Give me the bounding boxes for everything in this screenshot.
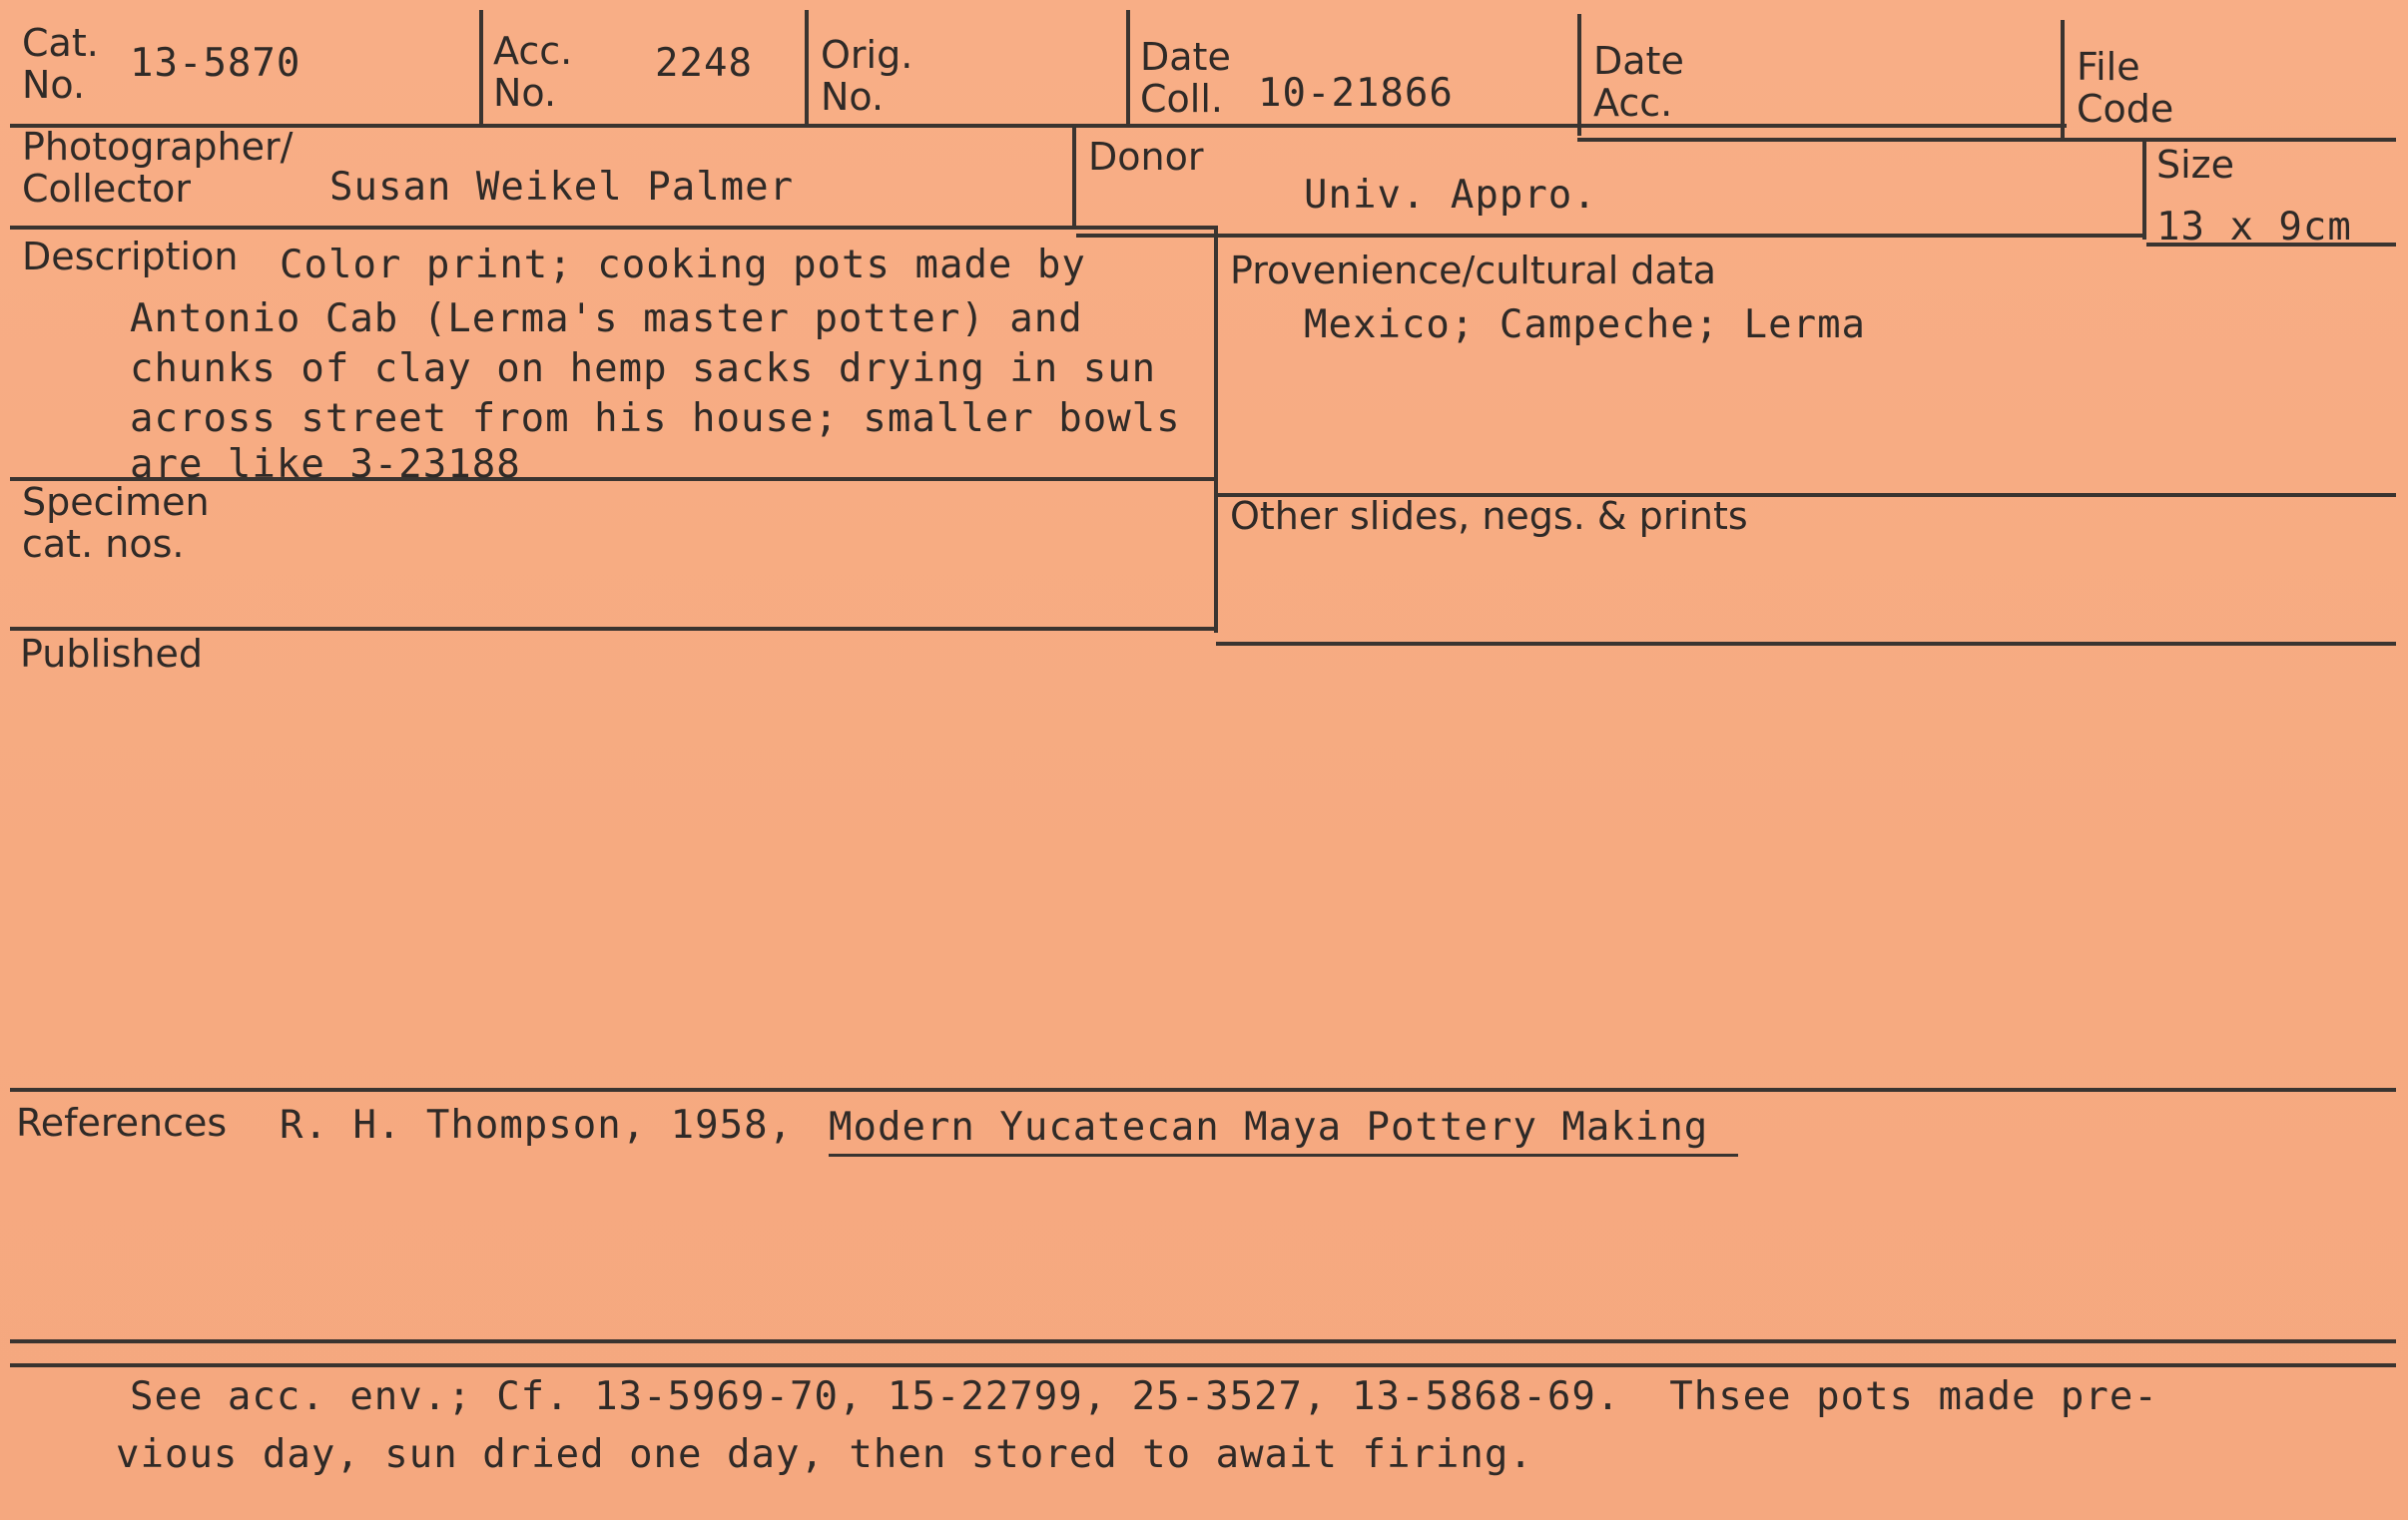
rule-cat-acc-divider	[479, 10, 483, 124]
file-code-label: File Code	[2077, 45, 2174, 131]
rule-acc-orig-divider	[805, 10, 809, 124]
size-label: Size	[2156, 143, 2235, 187]
rule-row2-bottom-left	[10, 226, 1218, 230]
description-line: are like 3-23188	[130, 442, 521, 487]
date-acc-label: Date Acc.	[1593, 39, 1684, 125]
references-citation: R. H. Thompson, 1958,	[280, 1103, 794, 1148]
rule-other-slides-bottom	[1216, 642, 2396, 646]
donor-label: Donor	[1088, 135, 1204, 179]
description-line: across street from his house; smaller bowls	[130, 396, 1181, 441]
date-coll-label: Date Coll.	[1140, 35, 1231, 121]
date-coll-value: 10-21866	[1258, 71, 1454, 116]
description-line: Color print; cooking pots made by	[280, 243, 1086, 287]
rule-specimen-bottom	[10, 627, 1218, 631]
cat-no-label: Cat. No.	[22, 21, 99, 107]
rule-dateacc-file-divider	[2061, 20, 2065, 140]
specimen-cat-nos-label: Specimen cat. nos.	[22, 480, 210, 566]
photographer-collector-label: Photographer/ Collector	[22, 125, 294, 211]
donor-value: Univ. Appro.	[1304, 173, 1597, 218]
rule-published-bottom	[10, 1088, 2396, 1092]
rule-orig-date-divider	[1126, 10, 1130, 124]
rule-photographer-donor-divider	[1072, 128, 1076, 228]
references-label: References	[16, 1101, 228, 1145]
provenience-value: Mexico; Campeche; Lerma	[1304, 302, 1867, 347]
size-value: 13 x 9cm	[2156, 205, 2352, 250]
notes-line: See acc. env.; Cf. 13-5969-70, 15-22799, 25-3527, 13-5868-69. Thsee pots made pre-	[130, 1374, 2158, 1419]
references-title: Modern Yucatecan Maya Pottery Making	[829, 1104, 1738, 1157]
rule-datecoll-dateacc-divider	[1577, 14, 1581, 136]
rule-left-right-column-divider	[1214, 228, 1218, 633]
rule-top-header	[10, 124, 2067, 128]
rule-row2-bottom-mid	[1076, 234, 2146, 238]
provenience-label: Provenience/cultural data	[1230, 249, 1716, 292]
orig-no-label: Orig. No.	[821, 33, 913, 119]
notes-line: vious day, sun dried one day, then stored to await firing.	[116, 1432, 1533, 1477]
description-line: Antonio Cab (Lerma's master potter) and	[130, 296, 1083, 341]
rule-references-bottom	[10, 1339, 2396, 1343]
other-slides-label: Other slides, negs. & prints	[1230, 494, 1748, 538]
description-line: chunks of clay on hemp sacks drying in sun	[130, 346, 1157, 391]
acc-no-value: 2248	[655, 41, 753, 86]
rule-donor-size-divider	[2142, 140, 2146, 240]
description-label: Description	[22, 235, 239, 278]
photographer-value: Susan Weikel Palmer	[329, 165, 795, 210]
published-label: Published	[20, 632, 203, 676]
cat-no-value: 13-5870	[130, 41, 301, 86]
rule-notes-top	[10, 1363, 2396, 1367]
acc-no-label: Acc. No.	[493, 29, 573, 115]
rule-top-header-right	[1577, 138, 2396, 142]
